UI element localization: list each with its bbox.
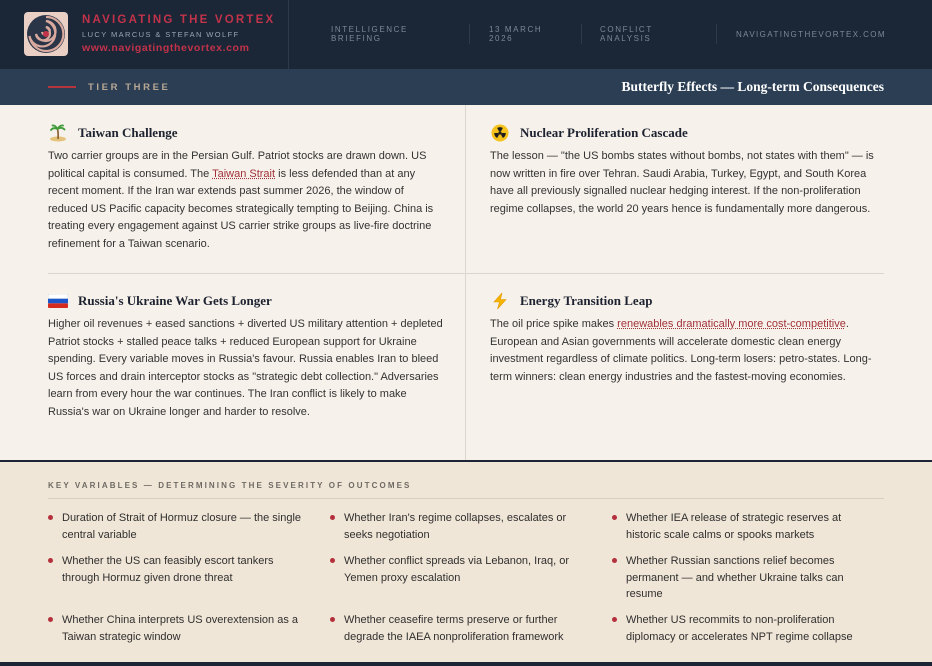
list-item-text: Whether IEA release of strategic reserves at historic scale calms or spooks markets [626, 512, 842, 541]
card-russia-ukraine [48, 291, 444, 422]
list-item [48, 612, 306, 645]
card-body-text: is less defended than at any recent moment. If the Iran war extends past summer 2026, the window of reduced US Pacific capacity becomes strategically tempting to Beijing. China is treating every engagement against US carrier strike groups as live-fire doctrine refinement for a Taiwan scenario. [48, 167, 434, 250]
lightning-icon [490, 291, 510, 311]
meta-separator [469, 24, 470, 44]
renewables-link[interactable]: renewables dramatically more cost-competitive [617, 318, 846, 330]
list-item-text: Whether Iran's regime collapses, escalates or seeks negotiation [344, 512, 567, 541]
meta-type-line2: ANALYSIS [600, 34, 652, 43]
card-body [490, 316, 886, 386]
card-body [48, 148, 444, 254]
meta-date-line2: 2026 [489, 34, 514, 43]
russia-flag-icon [48, 291, 68, 311]
bullet-icon [612, 515, 617, 520]
page-header [0, 0, 932, 69]
grid-horizontal-divider [48, 273, 884, 274]
list-item [330, 510, 588, 543]
card-title: Russia's Ukraine War Gets Longer [78, 293, 272, 308]
bullet-icon [48, 617, 53, 622]
list-item-text: Whether conflict spreads via Lebanon, Iraq, or Yemen proxy escalation [344, 555, 570, 584]
bullet-icon [48, 515, 53, 520]
list-item [330, 612, 588, 645]
footer-bar [0, 662, 932, 666]
brand-authors: LUCY MARCUS & STEFAN WOLFF [82, 30, 240, 39]
list-item [330, 553, 588, 586]
bullet-icon [612, 617, 617, 622]
list-item [612, 612, 870, 645]
bullet-icon [330, 515, 335, 520]
bullet-icon [330, 558, 335, 563]
key-variables-section [0, 460, 932, 666]
site-link[interactable]: NAVIGATINGTHEVORTEX.COM [736, 30, 886, 39]
meta-briefing-line2: BRIEFING [331, 34, 382, 43]
list-item [48, 510, 306, 543]
grid-vertical-divider [465, 105, 466, 460]
card-title: Taiwan Challenge [78, 125, 178, 140]
bullet-icon [48, 558, 53, 563]
island-icon [48, 123, 68, 143]
list-item [612, 553, 870, 603]
meta-separator [716, 24, 717, 44]
meta-type-line1: CONFLICT [600, 25, 653, 34]
key-variables-rule [48, 498, 884, 499]
vortex-logo-icon [24, 12, 68, 56]
card-body: The lesson — "the US bombs states without bombs, not states with them" — is now written in fire over Tehran. Saudi Arabia, Turkey, Egypt, and South Korea have all previously signalled nuclear hedging interest. If the non-proliferation regime collapses, the world 20 years hence is fundamentally more dangerous. [490, 150, 874, 215]
meta-date-line1: 13 MARCH [489, 25, 543, 34]
bullet-icon [612, 558, 617, 563]
card-title: Nuclear Proliferation Cascade [520, 125, 688, 140]
taiwan-strait-link[interactable]: Taiwan Strait [212, 167, 276, 180]
list-item-text: Whether China interprets US overextension as a Taiwan strategic window [62, 614, 299, 643]
list-item-text: Whether US recommits to non-proliferation diplomacy or accelerates NPT regime collapse [626, 614, 853, 643]
card-body-text: Two carrier groups are in the Persian Gulf. Patriot stocks are drawn down. US political capital is consumed. The [48, 150, 427, 180]
meta-briefing-line1: INTELLIGENCE [331, 25, 408, 34]
list-item [48, 553, 306, 586]
tier-band [0, 69, 932, 105]
brand-url-link[interactable]: www.navigatingthevortex.com [82, 42, 250, 54]
card-nuclear-proliferation [490, 123, 886, 218]
key-variables-label: KEY VARIABLES — DETERMINING THE SEVERITY OF OUTCOMES [48, 481, 412, 490]
card-body: Higher oil revenues + eased sanctions + diverted US military attention + depleted Patriot stocks + stalled peace talks + reduced European support for Ukraine spending. Every variable moves in Russia's favour. Russia enables Iran to bleed US forces and drain interceptor stocks as "strategic debt collection." Adversaries learn from every hour the war continues. The Iran conflict is likely to make Russia's war on Ukraine longer and harder to resolve. [48, 318, 443, 418]
tier-title: Butterfly Effects — Long-term Consequences [621, 79, 884, 94]
card-body-text: . European and Asian governments will accelerate domestic clean energy investment regardless of climate politics. Long-term losers: petro-states. Long-term winners: clean energy industries and the fastest-moving economies. [490, 318, 872, 383]
tier-accent-line [48, 86, 76, 88]
card-body-text: The oil price spike makes [490, 318, 618, 330]
meta-briefing [331, 25, 408, 43]
brand-title: NAVIGATING THE VORTEX [82, 14, 276, 26]
meta-separator [581, 24, 582, 44]
bullet-icon [330, 617, 335, 622]
radioactive-icon [490, 123, 510, 143]
list-item-text: Duration of Strait of Hormuz closure — the single central variable [62, 512, 302, 541]
list-item-text: Whether the US can feasibly escort tankers through Hormuz given drone threat [62, 555, 274, 584]
list-item-text: Whether ceasefire terms preserve or further degrade the IAEA nonproliferation framework [344, 614, 564, 643]
list-item [612, 510, 870, 543]
meta-type [600, 25, 653, 43]
list-item-text: Whether Russian sanctions relief becomes permanent — and whether Ukraine talks can resume [626, 555, 844, 600]
meta-date [489, 25, 542, 43]
tier-label: TIER THREE [88, 82, 171, 93]
header-divider [288, 0, 289, 69]
card-taiwan-challenge [48, 123, 444, 254]
card-title: Energy Transition Leap [520, 293, 653, 308]
card-energy-transition [490, 291, 886, 386]
